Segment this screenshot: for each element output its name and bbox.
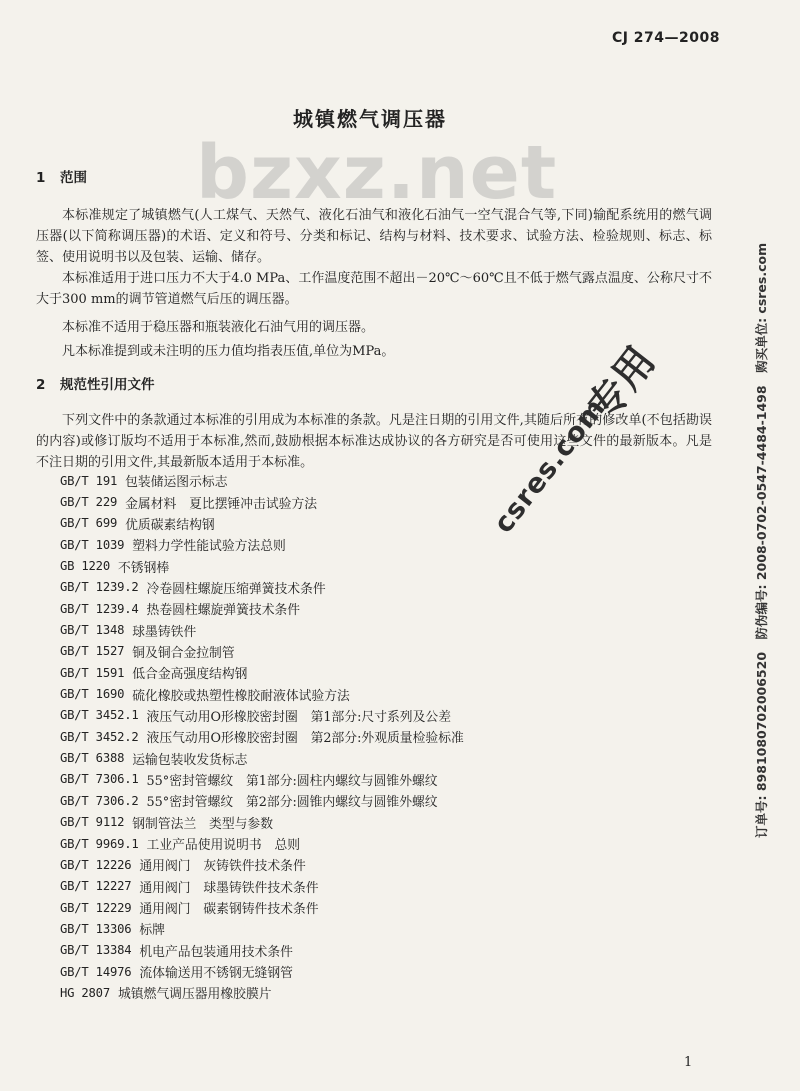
reference-code: HG 2807: [60, 985, 110, 1000]
reference-code: GB/T 1690: [60, 687, 125, 702]
section-2-heading: [36, 373, 155, 393]
reference-title: 硫化橡胶或热塑性橡胶耐液体试验方法: [132, 688, 350, 704]
reference-item: [60, 641, 464, 662]
reference-code: GB/T 13384: [60, 943, 132, 958]
reference-item: [60, 918, 464, 939]
reference-code: GB/T 7306.2: [60, 793, 139, 808]
section-number: 1: [36, 170, 46, 186]
reference-item: [60, 833, 464, 854]
reference-item: [60, 683, 464, 704]
scope-paragraph-3: 本标准不适用于稳压器和瓶装液化石油气用的调压器。: [62, 320, 375, 335]
reference-title: 金属材料 夏比摆锤冲击试验方法: [125, 496, 318, 512]
reference-title: 通用阀门 球墨铸铁件技术条件: [139, 880, 319, 896]
reference-title: 塑料力学性能试验方法总则: [132, 539, 286, 555]
reference-code: GB/T 1348: [60, 623, 125, 638]
reference-code: GB/T 9969.1: [60, 836, 139, 851]
reference-item: [60, 534, 464, 555]
reference-code: GB/T 12227: [60, 879, 132, 894]
section-1-heading: [36, 166, 87, 186]
watermark-special-use: 专用: [578, 337, 665, 430]
reference-item: [60, 854, 464, 875]
reference-item: [60, 790, 464, 811]
reference-code: GB 1220: [60, 559, 110, 574]
standard-code: CJ 274—2008: [611, 30, 720, 46]
reference-code: GB/T 699: [60, 516, 118, 531]
reference-title: 包装储运图示标志: [125, 475, 228, 491]
reference-code: GB/T 12226: [60, 857, 132, 872]
scope-paragraph-2: 本标准适用于进口压力不大于4.0 MPa、工作温度范围不超出－20℃～60℃且不低于燃气露点温度、公称尺寸不大于300 mm的调节管道燃气后压的调压器。: [36, 271, 712, 307]
reference-title: 球墨铸铁件: [132, 624, 197, 640]
reference-title: 工业产品使用说明书 总则: [146, 838, 301, 854]
reference-title: 不锈钢棒: [117, 560, 170, 576]
reference-title: 流体输送用不锈钢无缝钢管: [139, 966, 293, 982]
reference-item: [60, 726, 464, 747]
reference-item: [60, 705, 464, 726]
reference-item: [60, 662, 464, 683]
reference-title: 液压气动用O形橡胶密封圈 第1部分:尺寸系列及公差: [146, 709, 451, 725]
reference-code: GB/T 1239.4: [60, 601, 139, 616]
reference-title: 液压气动用O形橡胶密封圈 第2部分:外观质量检验标准: [146, 731, 464, 747]
reference-title: 通用阀门 灰铸铁件技术条件: [139, 859, 306, 875]
reference-code: GB/T 1239.2: [60, 580, 139, 595]
reference-code: GB/T 13306: [60, 921, 132, 936]
reference-code: GB/T 1591: [60, 665, 125, 680]
scope-paragraph-4: 凡本标准提到或未注明的压力值均指表压值,单位为MPa。: [62, 344, 395, 359]
reference-title: 铜及铜合金拉制管: [132, 645, 235, 661]
reference-title: 优质碳素结构钢: [125, 517, 215, 533]
reference-item: [60, 897, 464, 918]
scope-paragraph-1: 本标准规定了城镇燃气(人工煤气、天然气、液化石油气和液化石油气一空气混合气等,下同)输配系统用的燃气调压器(以下简称调压器)的术语、定义和符号、分类和标记、结构与材料、技术要求、试验方法、检验规则、标志、标签、使用说明书以及包装、运输、储存。: [36, 208, 712, 265]
reference-item: [60, 747, 464, 768]
section-number: 2: [36, 377, 46, 393]
reference-title: 通用阀门 碳素钢铸件技术条件: [139, 902, 319, 918]
section-title: 规范性引用文件: [60, 377, 155, 393]
reference-code: GB/T 12229: [60, 900, 132, 915]
reference-code: GB/T 191: [60, 473, 118, 488]
reference-title: 热卷圆柱螺旋弹簧技术条件: [146, 603, 301, 619]
document-title: 城镇燃气调压器: [293, 107, 447, 131]
reference-title: 机电产品包装通用技术条件: [139, 944, 293, 960]
reference-code: GB/T 7306.1: [60, 772, 139, 787]
reference-title: 冷卷圆柱螺旋压缩弹簧技术条件: [146, 581, 326, 597]
reference-code: GB/T 3452.2: [60, 729, 139, 744]
reference-code: GB/T 1527: [60, 644, 125, 659]
reference-item: [60, 598, 464, 619]
reference-title: 钢制管法兰 类型与参数: [132, 816, 274, 832]
reference-item: [60, 513, 464, 534]
reference-title: 城镇燃气调压器用橡胶膜片: [117, 987, 272, 1003]
reference-title: 标牌: [139, 923, 165, 939]
reference-item: [60, 961, 464, 982]
reference-title: 55°密封管螺纹 第1部分:圆柱内螺纹与圆锥外螺纹: [146, 773, 438, 789]
section-title: 范围: [60, 170, 87, 186]
watermark-csres: csres.com: [488, 392, 612, 540]
reference-item: [60, 491, 464, 512]
reference-item: [60, 555, 464, 576]
normative-intro-paragraph: 下列文件中的条款通过本标准的引用成为本标准的条款。凡是注日期的引用文件,其随后所有的修改单(不包括勘误的内容)或修订版均不适用于本标准,然而,鼓励根据本标准达成协议的各方研究是否可使用这些文件的最新版本。凡是不注日期的引用文件,其最新版本适用于本标准。: [36, 413, 712, 470]
reference-item: [60, 812, 464, 833]
reference-item: [60, 619, 464, 640]
reference-code: GB/T 14976: [60, 964, 132, 979]
reference-code: GB/T 6388: [60, 751, 125, 766]
reference-item: [60, 982, 464, 1003]
side-order-info: 订单号: 898108070200652​0 防伪编号: 2008-0702-0547-4484-1498 购买单位: csres.com: [754, 242, 769, 838]
reference-title: 55°密封管螺纹 第2部分:圆锥内螺纹与圆锥外螺纹: [146, 795, 438, 811]
reference-item: [60, 876, 464, 897]
reference-item: [60, 470, 464, 491]
page-number: 1: [684, 1055, 693, 1070]
watermark-bzxz: bzxz.net: [196, 130, 558, 216]
reference-item: [60, 769, 464, 790]
reference-item: [60, 940, 464, 961]
reference-title: 运输包装收发货标志: [132, 752, 248, 768]
reference-item: [60, 577, 464, 598]
reference-list: [60, 470, 464, 1004]
reference-title: 低合金高强度结构钢: [132, 667, 248, 683]
reference-code: GB/T 1039: [60, 537, 125, 552]
reference-code: GB/T 9112: [60, 815, 125, 830]
reference-code: GB/T 229: [60, 495, 118, 510]
reference-code: GB/T 3452.1: [60, 708, 139, 723]
